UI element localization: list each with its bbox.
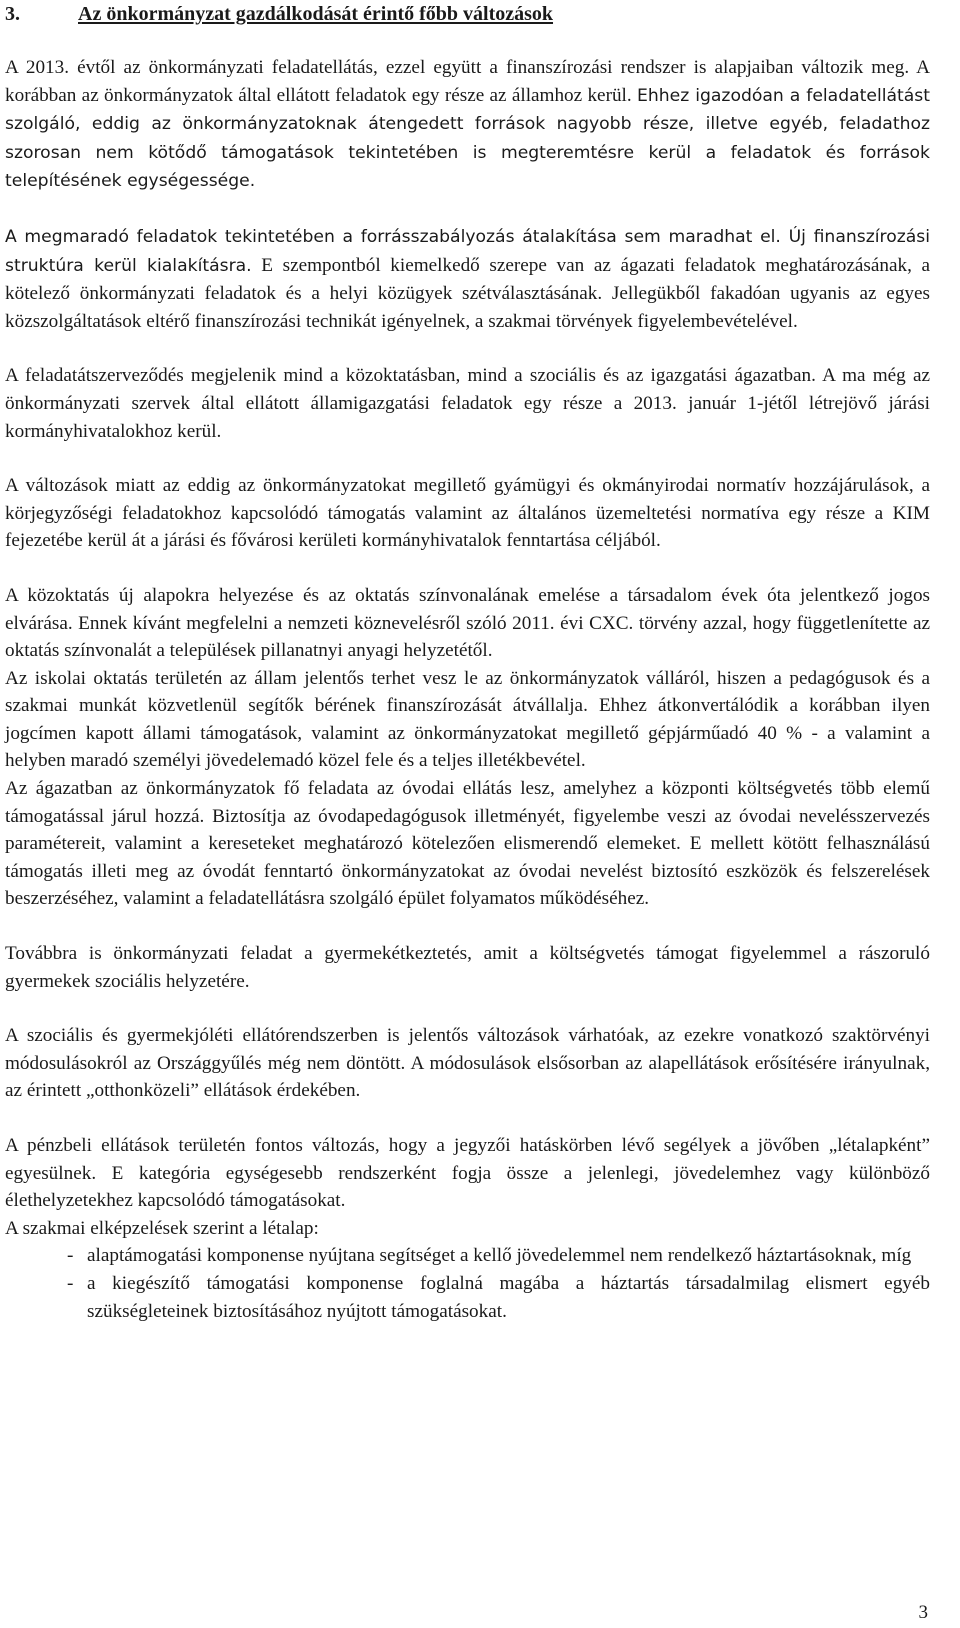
spacer [5, 196, 930, 223]
paragraph-1-text: A 2013. évtől az önkormányzati feladatellátás, ezzel együtt a finanszírozási rendszer is alapjaiban változik meg. A korábban az önkormányzatok által ellátott feladatok egy része az államhoz kerül. [5, 57, 930, 106]
paragraph-2 [5, 223, 930, 335]
list-item [5, 1270, 930, 1325]
list-item [5, 1242, 930, 1270]
spacer [5, 1105, 930, 1132]
list-item-text: a kiegészítő támogatási komponense foglalná magába a háztartás társadalmilag elismert egyéb szükségleteinek biztosításához nyújtott támogatásokat. [87, 1272, 930, 1322]
spacer [5, 335, 930, 362]
list-dash: - [67, 1245, 74, 1267]
paragraph-7: Az ágazatban az önkormányzatok fő feladata az óvodai ellátás lesz, amelyhez a központi költségvetés több elemű támogatással járul hozzá. Biztosítja az óvodapedagógusok illetményét, figyelembe veszi az óvodai nevelésszervezés paramétereit, valamint a kereseteket meghatározó kötelezően elismerendő elemeket. E mellett kötött felhasználású támogatás illeti meg az óvodát fenntartó önkormányzatokat az óvodai nevelést biztosító eszközök és felszerelések beszerzéséhez, valamint a feladatellátásra szolgáló épület folyamatos működéséhez. [5, 778, 930, 910]
paragraph-2-text: E szempontból kiemelkedő szerepe van az ágazati feladatok meghatározásának, a kötelező önkormányzati feladatok és a helyi közügyek szétválasztásának. Jellegükből fakadóan ugyanis az egyes közszolgáltatások eltérő finanszírozási technikát igényelnek, a szakmai törvények figyelembevételével. [5, 254, 931, 332]
spacer [5, 445, 930, 472]
letalap-list [5, 1242, 930, 1325]
paragraph-8: Továbbra is önkormányzati feladat a gyermekétkeztetés, amit a költségvetés támogat figyelemmel a rászoruló gyermekek szociális helyzetére. [5, 943, 930, 992]
section-title: Az önkormányzat gazdálkodását érintő főbb változások [78, 3, 554, 25]
spacer [5, 913, 930, 940]
list-dash: - [67, 1272, 74, 1294]
paragraph-4: A változások miatt az eddig az önkormányzatokat megillető gyámügyi és okmányirodai normatív hozzájárulások, a körjegyzőségi feladatokhoz kapcsolódó támogatás valamint az általános üzemeltetési normatíva egy része a KIM fejezetébe kerül át a járási és fővárosi kerületi kormányhivatalok fenntartása céljából. [5, 475, 930, 552]
paragraph-1 [5, 54, 930, 196]
paragraph-9: A szociális és gyermekjóléti ellátórendszerben is jelentős változások várhatóak, az ezekre vonatkozó szaktörvényi módosulásokról az Országgyűlés még nem döntött. A módosulások elsősorban az alapellátások erősítésére irányulnak, az érintett „otthonközeli” ellátások érdekében. [5, 1025, 930, 1102]
paragraph-2-sans-text: A megmaradó feladatok tekintetében a forrásszabályozás átalakítása sem maradhat el. Új finanszírozási struktúra kerül kialakításra. [5, 226, 930, 276]
paragraph-6: Az iskolai oktatás területén az állam jelentős terhet vesz le az önkormányzatok válláról, hiszen a pedagógusok és a szakmai munkát közvetlenül segítők bérének finanszírozását átvállalja. Ehhez átkonvertálódik a korábban ilyen jogcímen kapott állami támogatások, valamint az önkormányzatokat megillető gépjárműadó 40 % - a valamint a helyben maradó személyi jövedelemadó közel fele és a teljes illetékbevétel. [5, 667, 930, 772]
spacer [5, 555, 930, 582]
section-heading [5, 0, 930, 28]
spacer [5, 28, 930, 54]
section-number: 3. [5, 3, 20, 25]
page-number: 3 [918, 1602, 928, 1623]
paragraph-5: A közoktatás új alapokra helyezése és az oktatás színvonalának emelése a társadalom évek óta jelentkező jogos elvárása. Ennek kívánt megfelelni a nemzeti köznevelésről szóló 2011. évi CXC. törvény azzal, hogy függetlenítette az oktatás színvonalát a települések pillanatnyi anyagi helyzetétől. [5, 584, 930, 662]
paragraph-3: A feladatátszerveződés megjelenik mind a közoktatásban, mind a szociális és az igazgatási ágazatban. A ma még az önkormányzati szervek által ellátott államigazgatási feladatok egy része a 2013. január 1-jétől létrejövő járási kormányhivatalokhoz kerül. [5, 365, 930, 442]
spacer [5, 995, 930, 1022]
paragraph-10: A pénzbeli ellátások területén fontos változás, hogy a jegyzői hatáskörben lévő segélyek a jövőben „létalapként” egyesülnek. E kategória egységesebb rendszerként fogja össze a jelenlegi, jövedelemhez vagy különböző élethelyzetekhez kapcsolódó támogatásokat. [5, 1135, 930, 1212]
list-item-text: alaptámogatási komponense nyújtana segítséget a kellő jövedelemmel nem rendelkező háztartásoknak, míg [87, 1245, 912, 1267]
paragraph-1-sans-text: Ehhez igazodóan a feladatellátást szolgáló, eddig az önkormányzatoknak átengedett források nagyobb része, illetve egyéb, feladathoz szorosan nem kötődő támogatások tekintetében is megteremtésre kerül a feladatok és források telepítésének egységessége. [5, 85, 931, 192]
paragraph-11: A szakmai elképzelések szerint a létalap: [5, 1217, 319, 1239]
